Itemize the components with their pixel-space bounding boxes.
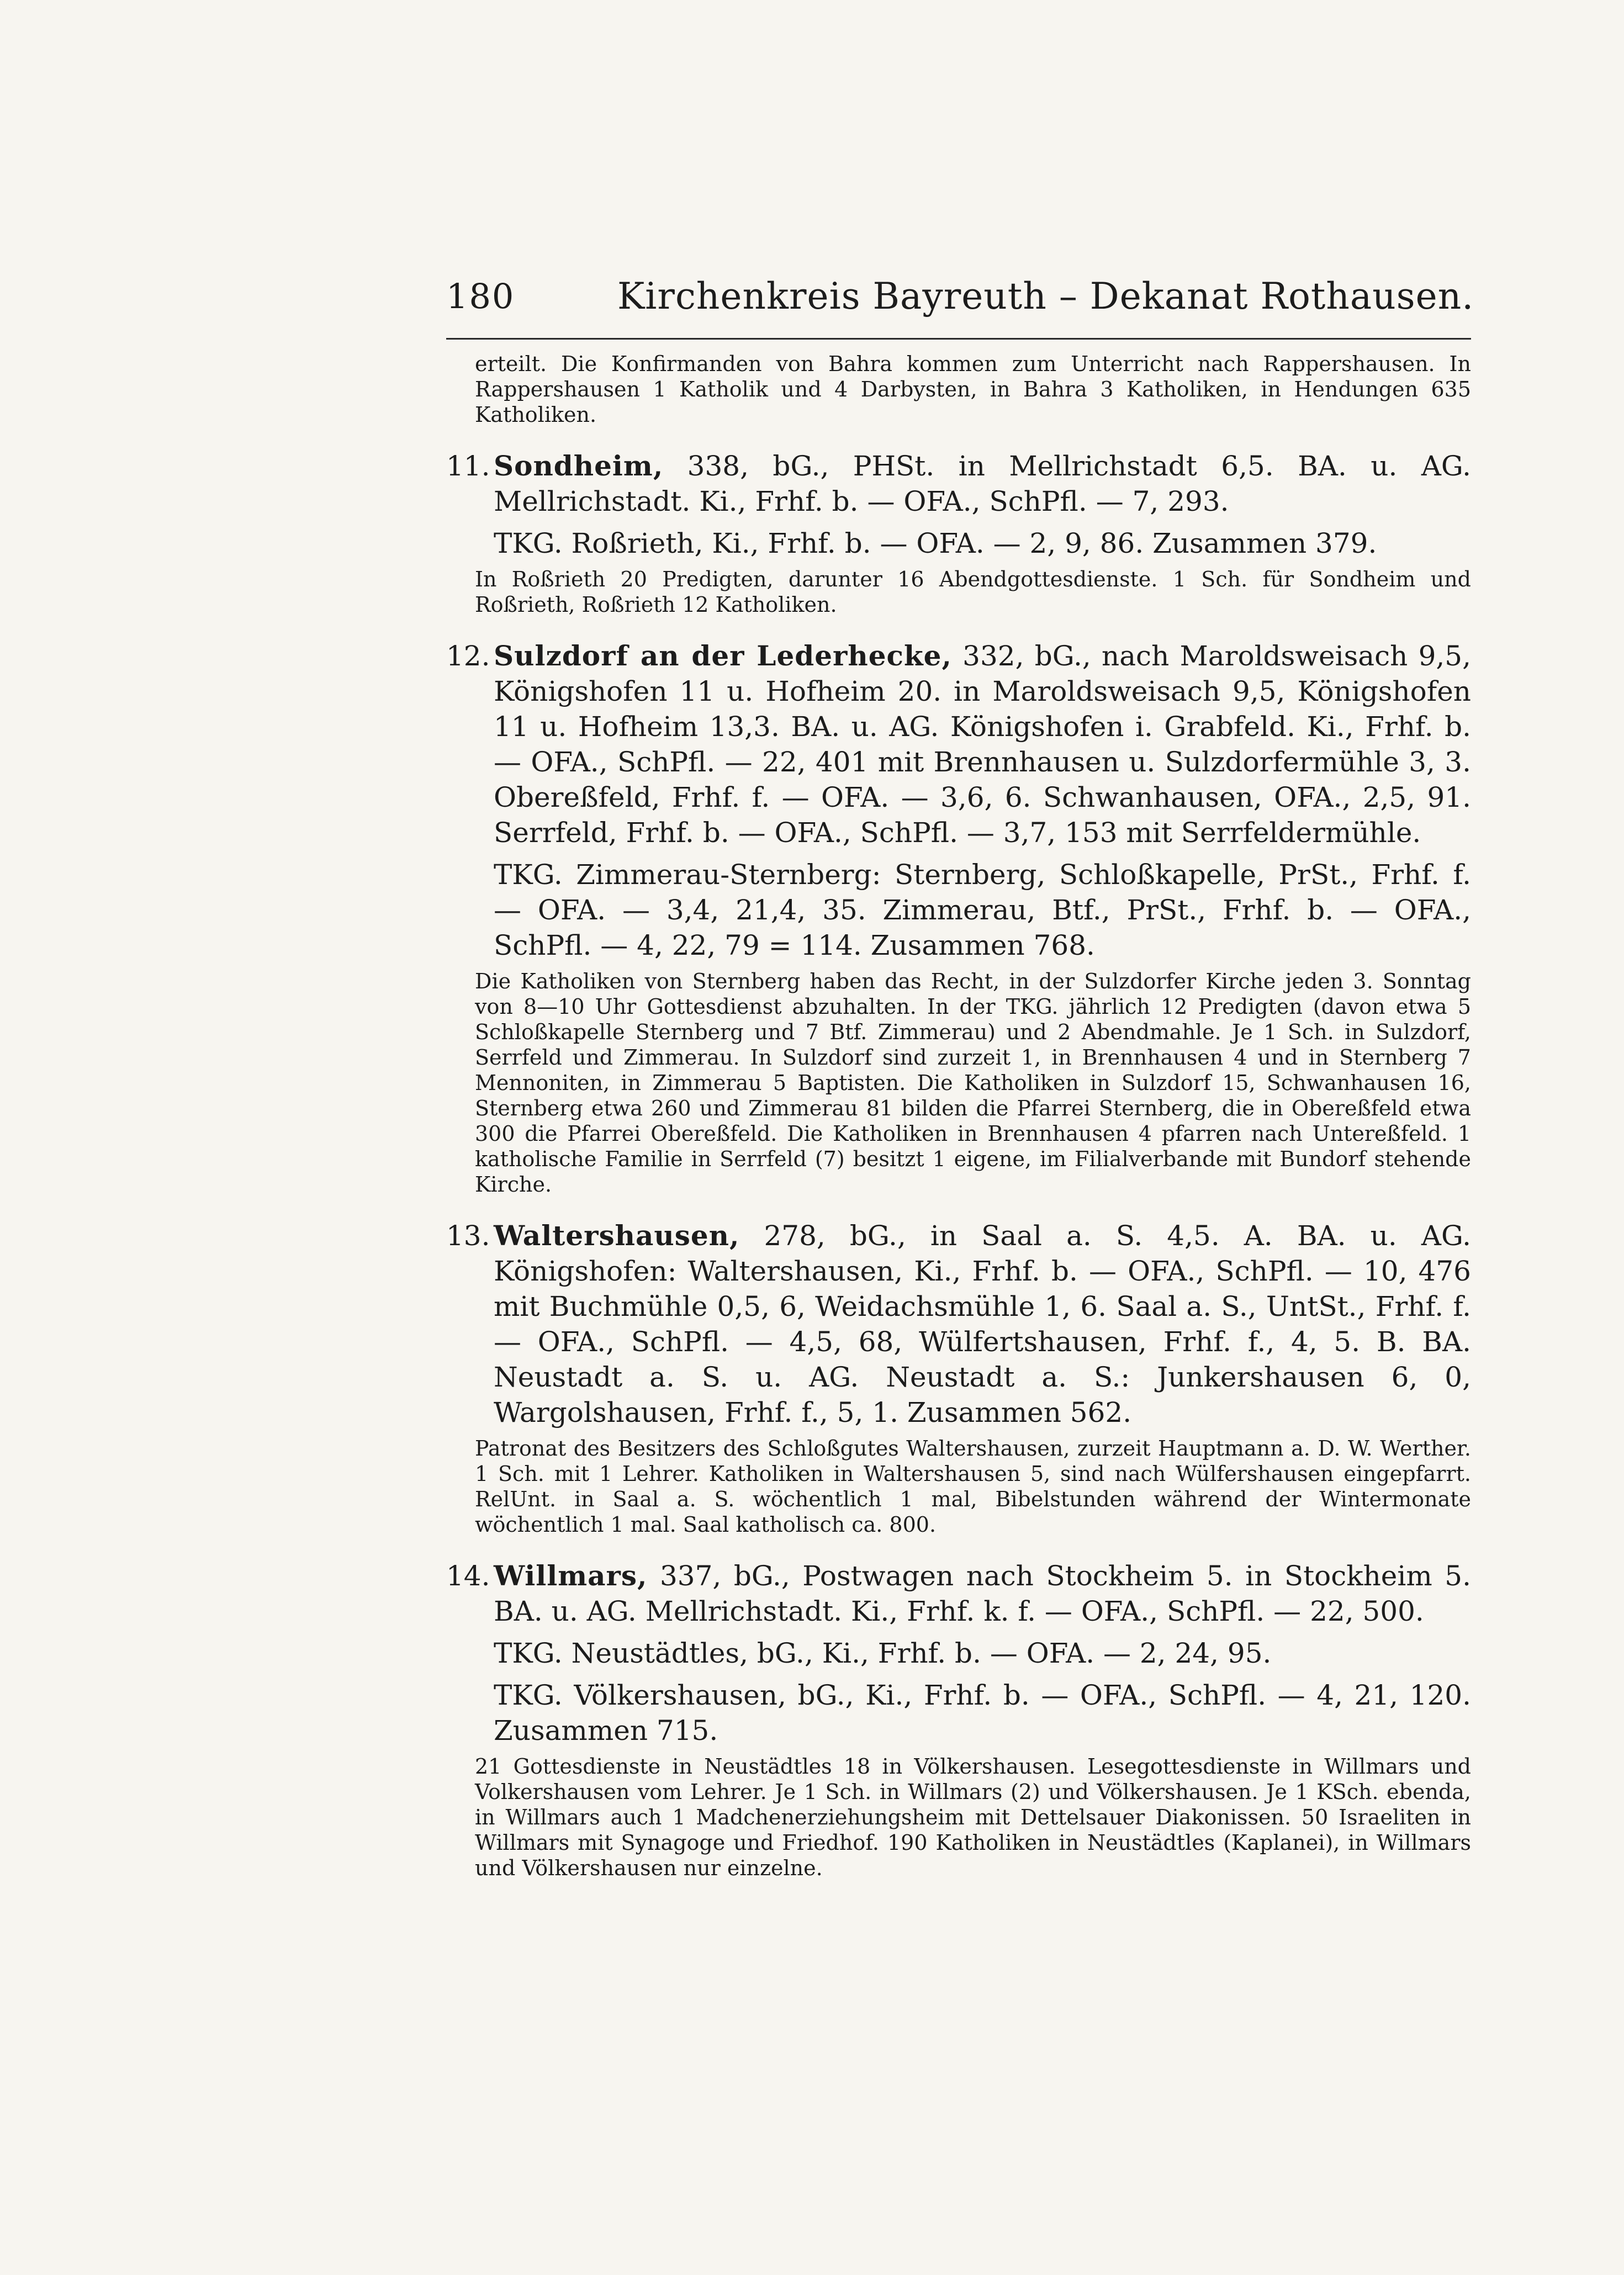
entry-body: 338, bG., PHSt. in Mellrichstadt 6,5. BA. u. AG. Mellrichstadt. Ki., Frhf. b. — OFA., SchPfl. — 7, 293. — [494, 450, 1471, 517]
page-header — [446, 271, 1474, 331]
place-name: Waltershausen, — [494, 1219, 740, 1252]
entry-body: 337, bG., Postwagen nach Stockheim 5. in Stockheim 5. BA. u. AG. Mellrichstadt. Ki., Frhf. k. f. — OFA., SchPfl. — 22, 500. — [494, 1560, 1471, 1627]
entry-willmars — [446, 1558, 1471, 1881]
place-name: Sondheim, — [494, 449, 664, 482]
entry-sondheim — [446, 448, 1471, 617]
entry-note: In Roßrieth 20 Predigten, darunter 16 Abendgottesdienste. 1 Sch. für Sondheim und Roßrieth, Roßrieth 12 Katholiken. — [475, 567, 1471, 617]
page-content — [446, 351, 1471, 1881]
entry-body: 278, bG., in Saal a. S. 4,5. A. BA. u. AG. Königshofen: Waltershausen, Ki., Frhf. b. — OFA., SchPfl. — 10, 476 mit Buchmühle 0,5, 6, Weidachsmühle 1, 6. Saal a. S., UntSt., Frhf. f. — OFA., SchPfl. — 4,5, 68, Wülfertshausen, Frhf. f., 4, 5. B. BA. Neustadt a. S. u. AG. Neustadt a. S.: Junkershausen 6, 0, Wargolshausen, Frhf. f., 5, 1. Zusammen 562. — [494, 1220, 1471, 1429]
place-name: Willmars, — [494, 1559, 648, 1592]
entry-main-text — [446, 1218, 1471, 1430]
entry-note: Die Katholiken von Sternberg haben das Recht, in der Sulzdorfer Kirche jeden 3. Sonntag von 8—10 Uhr Gottesdienst abzuhalten. In der TKG. jährlich 12 Predigten (davon etwa 5 Schloßkapelle Sternberg und 7 Btf. Zimmerau) und 2 Abendmahle. Je 1 Sch. in Sulzdorf, Serrfeld und Zimmerau. In Sulzdorf sind zurzeit 1, in Brennhausen 4 und in Sternberg 7 Mennoniten, in Zimmerau 5 Baptisten. Die Katholiken in Sulzdorf 15, Schwanhausen 16, Sternberg etwa 260 und Zimmerau 81 bilden die Pfarrei Sternberg, die in Obereßfeld etwa 300 die Pfarrei Obereßfeld. Die Katholiken in Brennhausen 4 pfarren nach Untereßfeld. 1 katholische Familie in Serrfeld (7) besitzt 1 eigene, im Filialverbande mit Bundorf stehende Kirche. — [475, 969, 1471, 1197]
running-title: Kirchenkreis Bayreuth – Dekanat Rothausen. — [617, 275, 1474, 318]
entry-number: 11. — [446, 450, 490, 482]
page-number: 180 — [446, 276, 515, 316]
entry-sub-line: TKG. Roßrieth, Ki., Frhf. b. — OFA. — 2, 9, 86. Zusammen 379. — [494, 527, 1377, 559]
entry-number: 13. — [446, 1220, 490, 1252]
header-rule — [446, 338, 1471, 340]
entry-note: 21 Gottesdienste in Neustädtles 18 in Völkershausen. Lesegottesdienste in Willmars und Volkershausen vom Lehrer. Je 1 Sch. in Willmars (2) und Völkershausen. Je 1 KSch. ebenda, in Willmars auch 1 Madchenerziehungsheim mit Dettelsauer Diakonissen. 50 Israeliten in Willmars mit Synagoge und Friedhof. 190 Katholiken in Neustädtles (Kaplanei), in Willmars und Völkershausen nur einzelne. — [475, 1754, 1471, 1880]
entry-sulzdorf — [446, 638, 1471, 1197]
entry-number: 14. — [446, 1560, 490, 1592]
entry-waltershausen — [446, 1218, 1471, 1537]
entry-body: 332, bG., nach Maroldsweisach 9,5, Königshofen 11 u. Hofheim 20. in Maroldsweisach 9,5, Königshofen 11 u. Hofheim 13,3. BA. u. AG. Königshofen i. Grabfeld. Ki., Frhf. b. — OFA., SchPfl. — 22, 401 mit Brennhausen u. Sulzdorfermühle 3, 3. Obereßfeld, Frhf. f. — OFA. — 3,6, 6. Schwanhausen, OFA., 2,5, 91. Serrfeld, Frhf. b. — OFA., SchPfl. — 3,7, 153 mit Serrfeldermühle. — [494, 640, 1471, 849]
entry-main-text — [446, 448, 1471, 519]
entry-sub-line: TKG. Zimmerau-Sternberg: Sternberg, Schloßkapelle, PrSt., Frhf. f. — OFA. — 3,4, 21,4, 35. Zimmerau, Btf., PrSt., Frhf. b. — OFA., SchPfl. — 4, 22, 79 = 114. Zusammen 768. — [494, 859, 1471, 961]
entry-number: 12. — [446, 640, 490, 672]
place-name: Sulzdorf an der Lederhecke, — [494, 639, 952, 672]
entry-sub-line: TKG. Völkershausen, bG., Ki., Frhf. b. — OFA., SchPfl. — 4, 21, 120. Zusammen 715. — [494, 1679, 1471, 1747]
entry-main-text — [446, 1558, 1471, 1629]
entry-sub-line: TKG. Neustädtles, bG., Ki., Frhf. b. — OFA. — 2, 24, 95. — [494, 1637, 1272, 1669]
entry-note: Patronat des Besitzers des Schloßgutes Waltershausen, zurzeit Hauptmann a. D. W. Werther. 1 Sch. mit 1 Lehrer. Katholiken in Waltershausen 5, sind nach Wülfershausen eingepfarrt. RelUnt. in Saal a. S. wöchentlich 1 mal, Bibelstunden während der Wintermonate wöchentlich 1 mal. Saal katholisch ca. 800. — [475, 1436, 1471, 1537]
entry-main-text — [446, 638, 1471, 850]
intro-note: erteilt. Die Konfirmanden von Bahra kommen zum Unterricht nach Rappershausen. In Rappershausen 1 Katholik und 4 Darbysten, in Bahra 3 Katholiken, in Hendungen 635 Katholiken. — [475, 352, 1471, 427]
